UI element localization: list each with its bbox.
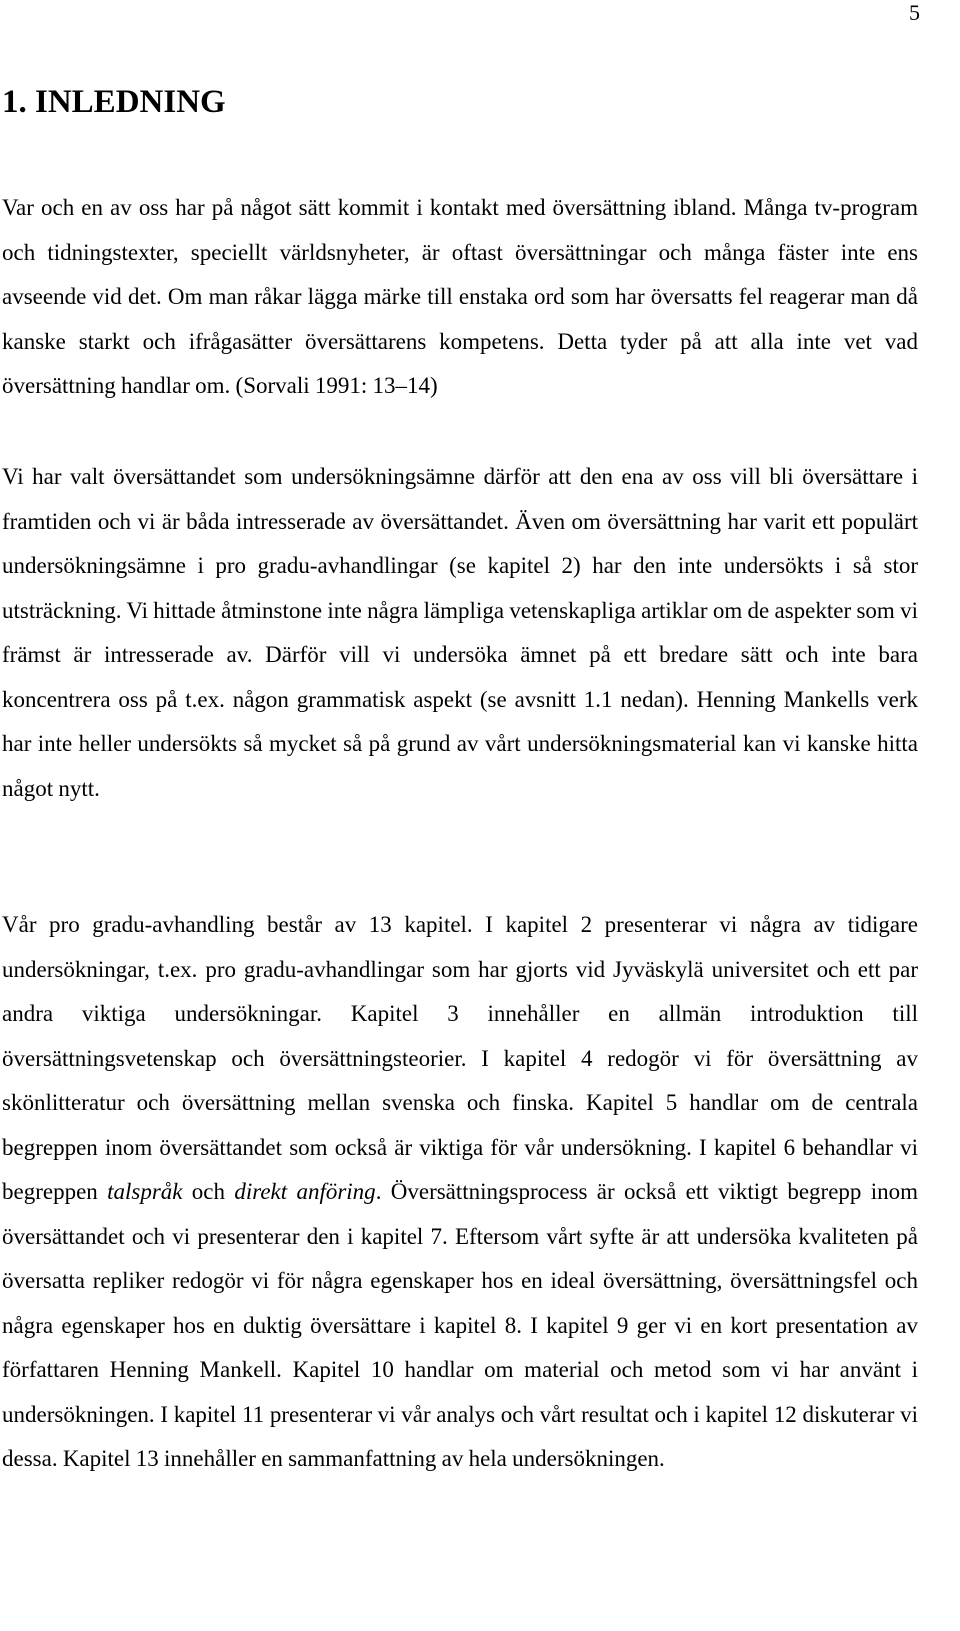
section-heading: 1. INLEDNING <box>2 84 226 120</box>
paragraph-intro: Var och en av oss har på något sätt kommit i kontakt med översättning ibland. Många tv-program och tidningstexter, speciellt världsnyheter, är oftast översättningar och många fäster inte ens avseende vid det. Om man råkar lägga märke till enstaka ord som har översatts fel reagerar man då kanske starkt och ifrågasätter översättarens kompetens. Detta tyder på att alla inte vet vad översättning handlar om. (Sorvali 1991: 13–14) <box>2 195 918 398</box>
paragraph-motivation: Vi har valt översättandet som undersökningsämne därför att den ena av oss vill bli översättare i framtiden och vi är båda intresserade av översättandet. Även om översättning har varit ett populärt undersökningsämne i pro gradu-avhandlingar (se kapitel 2) har den inte undersökts i så stor utsträckning. Vi hittade åtminstone inte några lämpliga vetenskapliga artiklar om de aspekter som vi främst är intresserade av. Därför vill vi undersöka ämnet på ett bredare sätt och inte bara koncentrera oss på t.ex. någon grammatisk aspekt (se avsnitt 1.1 nedan). Henning Mankells verk har inte heller undersökts så mycket så på grund av vårt undersökningsmaterial kan vi kanske hitta något nytt. <box>2 464 918 801</box>
conjunction: och <box>182 1179 235 1204</box>
page-number: 5 <box>909 0 920 25</box>
paragraph-outline-part-2: . Översättningsprocess är också ett viktigt begrepp inom översättandet och vi presenterar den i kapitel 7. Eftersom vårt syfte är att undersöka kvaliteten på översatta repliker redogör vi för några egenskaper hos en ideal översättning, översättningsfel och några egenskaper hos en duktig översättare i kapitel 8. I kapitel 9 ger vi en kort presentation av författaren Henning Mankell. Kapitel 10 handlar om material och metod som vi har använt i undersökningen. I kapitel 11 presenterar vi vår analys och vårt resultat och i kapitel 12 diskuterar vi dessa. Kapitel 13 innehåller en sammanfattning av hela undersökningen. <box>2 1179 918 1471</box>
term-talsprak: talspråk <box>107 1179 183 1204</box>
paragraph-outline <box>2 903 918 1482</box>
term-direkt-anforing: direkt anföring <box>234 1179 376 1204</box>
paragraph-outline-part-1: Vår pro gradu-avhandling består av 13 kapitel. I kapitel 2 presenterar vi några av tidigare undersökningar, t.ex. pro gradu-avhandlingar som har gjorts vid Jyväskylä universitet och ett par andra viktiga undersökningar. Kapitel 3 innehåller en allmän introduktion till översättningsvetenskap och översättningsteorier. I kapitel 4 redogör vi för översättning av skönlitteratur och översättning mellan svenska och finska. Kapitel 5 handlar om de centrala begreppen inom översättandet som också är viktiga för vår undersökning. I kapitel 6 behandlar vi begreppen <box>2 912 918 1204</box>
